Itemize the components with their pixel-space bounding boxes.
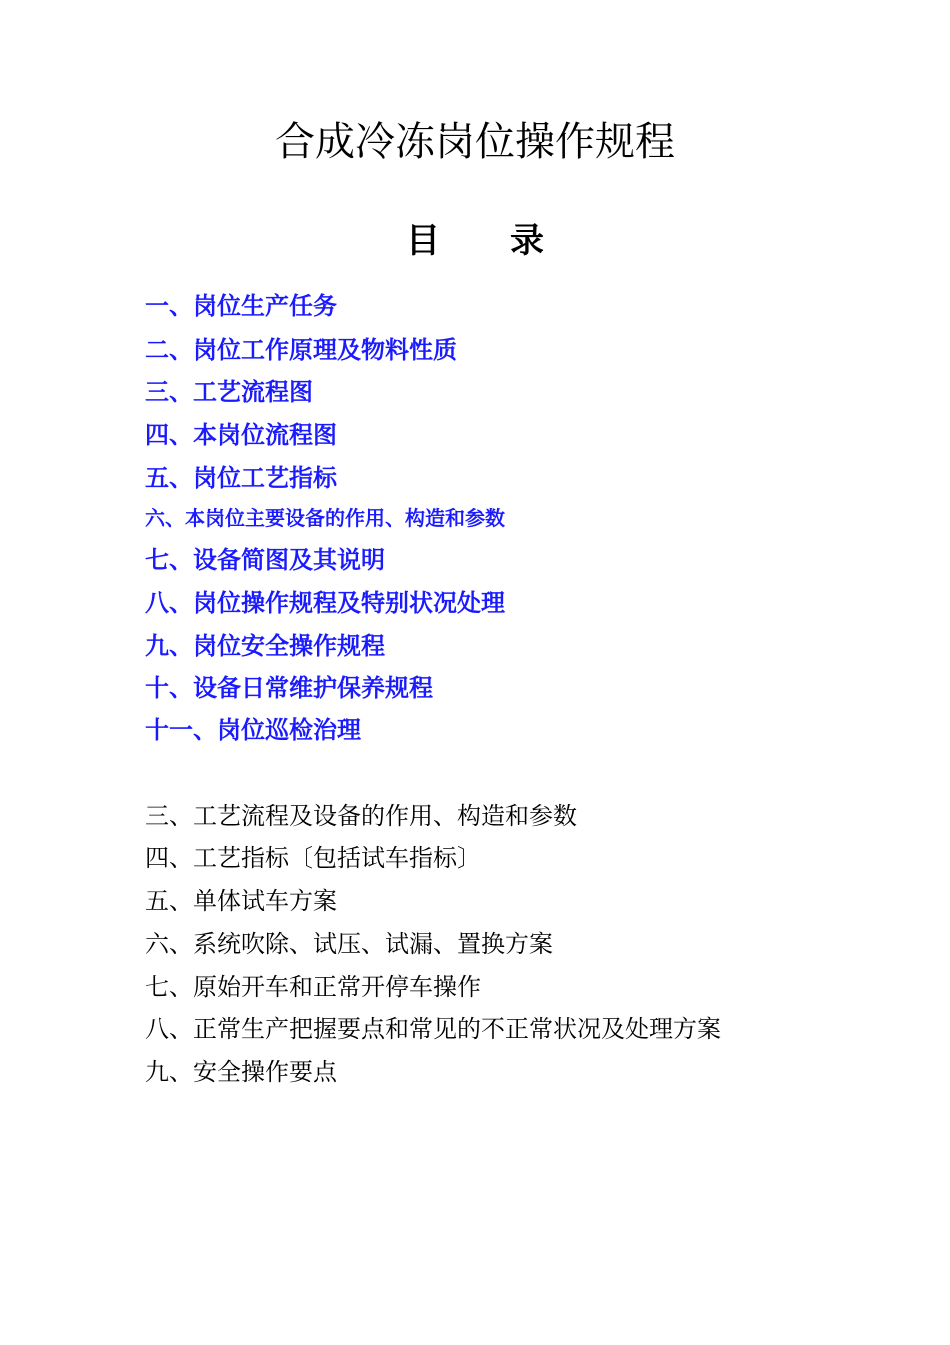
list-item: 四、工艺指标〔包括试车指标〕 [145,844,481,872]
list-item: 三、工艺流程及设备的作用、构造和参数 [145,802,577,830]
toc-item[interactable]: 二、岗位工作原理及物料性质 [145,335,457,364]
toc-item[interactable]: 五、岗位工艺指标 [145,463,337,492]
toc-item[interactable]: 八、岗位操作规程及特别状况处理 [145,588,505,617]
toc-item[interactable]: 四、本岗位流程图 [145,420,337,449]
toc-item[interactable]: 三、工艺流程图 [145,377,313,406]
toc-heading-right: 录 [510,221,544,261]
list-item: 九、安全操作要点 [145,1058,337,1086]
toc-heading-left: 目 [406,221,440,261]
list-item: 六、系统吹除、试压、试漏、置换方案 [145,930,553,958]
toc-item[interactable]: 十、设备日常维护保养规程 [145,673,433,702]
toc-item[interactable]: 九、岗位安全操作规程 [145,631,385,660]
page-title: 合成冷冻岗位操作规程 [275,119,675,165]
list-item: 五、单体试车方案 [145,887,337,915]
toc-item[interactable]: 一、岗位生产任务 [145,291,337,320]
toc-item[interactable]: 十一、岗位巡检治理 [145,715,361,744]
toc-item[interactable]: 六、本岗位主要设备的作用、构造和参数 [145,506,505,530]
toc-item[interactable]: 七、设备简图及其说明 [145,545,385,574]
list-item: 七、原始开车和正常开停车操作 [145,973,481,1001]
list-item: 八、正常生产把握要点和常见的不正常状况及处理方案 [145,1015,721,1043]
toc-heading [0,216,950,266]
